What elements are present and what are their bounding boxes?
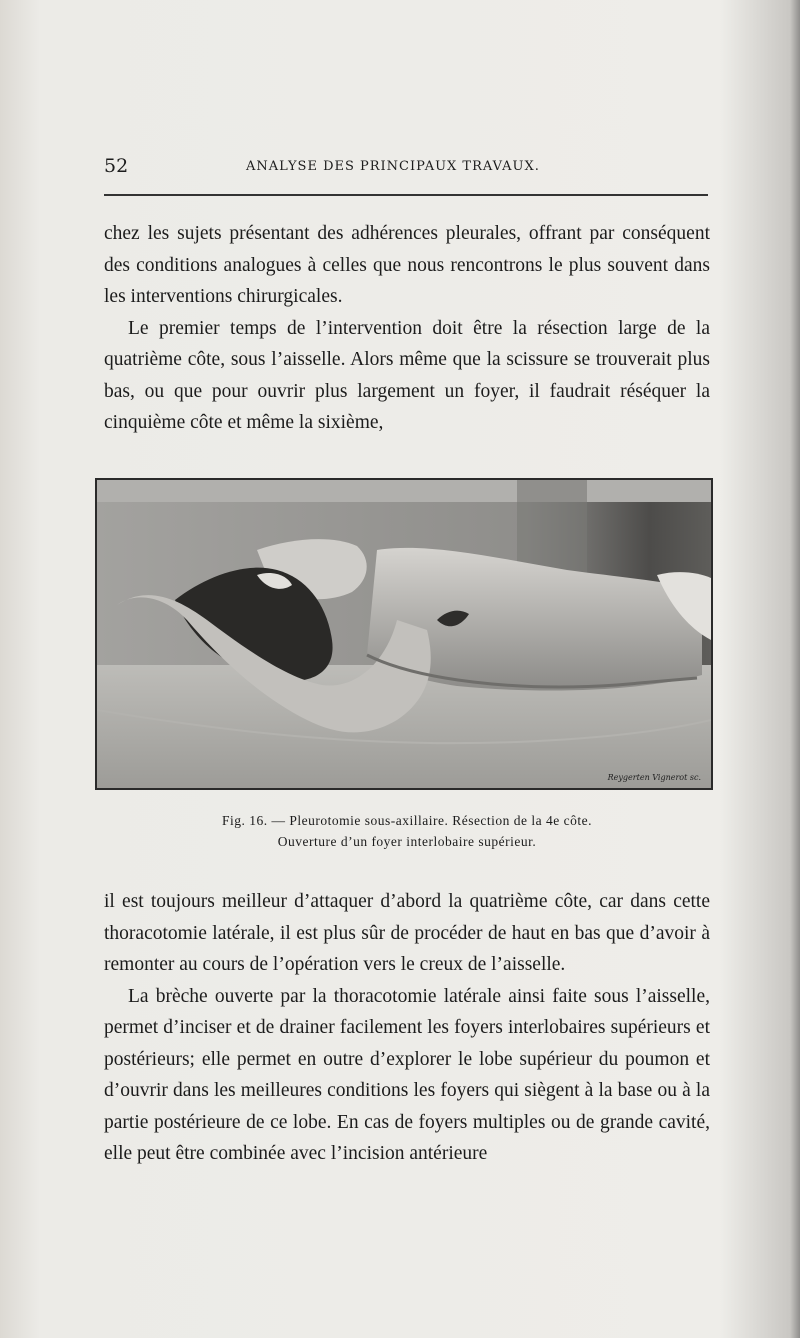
caption-line-1: Fig. 16. — Pleurotomie sous-axillaire. Résection de la 4e côte. (221, 813, 593, 828)
text-block-bottom (104, 886, 710, 1170)
paragraph: Le premier temps de l’intervention doit être la résection large de la quatrième côte, sous l’aisselle. Alors même que la scissure se trouverait plus bas, ou que pour ouvrir plus largement un foyer, il faudrait réséquer la cinquième côte et même la sixième, (104, 317, 710, 433)
photo-patient-engraving (97, 480, 711, 788)
header-rule (104, 194, 708, 196)
caption-line-2: Ouverture d’un foyer interlobaire supérieur. (277, 834, 537, 849)
figure-illustration (95, 478, 713, 790)
engraver-signature: Reygerten Vignerot sc. (607, 773, 701, 782)
paragraph: il est toujours meilleur d’attaquer d’abord la quatrième côte, car dans cette thoracotomie latérale, il est plus sûr de procéder de haut en bas que d’avoir à remonter au cours de l’opération vers le creux de l’aisselle. (104, 891, 710, 975)
page-header (104, 155, 710, 181)
running-head: ANALYSE DES PRINCIPAUX TRAVAUX. (246, 159, 540, 174)
text-block-top (104, 218, 710, 439)
paragraph: La brèche ouverte par la thoracotomie latérale ainsi faite sous l’aisselle, permet d’inciser et de drainer facilement les foyers interlobaires supérieurs et postérieurs; elle permet en outre d’explorer le lobe supérieur du poumon et d’ouvrir dans les meilleures conditions les foyers qui siègent à la base ou à la partie postérieure de ce lobe. En cas de foyers multiples ou de grande cavité, elle peut être combinée avec l’incision antérieure (104, 985, 710, 1164)
figure-caption (104, 810, 710, 852)
page-number: 52 (104, 155, 129, 177)
paragraph: chez les sujets présentant des adhérences pleurales, offrant par conséquent des conditions analogues à celles que nous rencontrons le plus souvent dans les interventions chirurgicales. (104, 223, 710, 307)
